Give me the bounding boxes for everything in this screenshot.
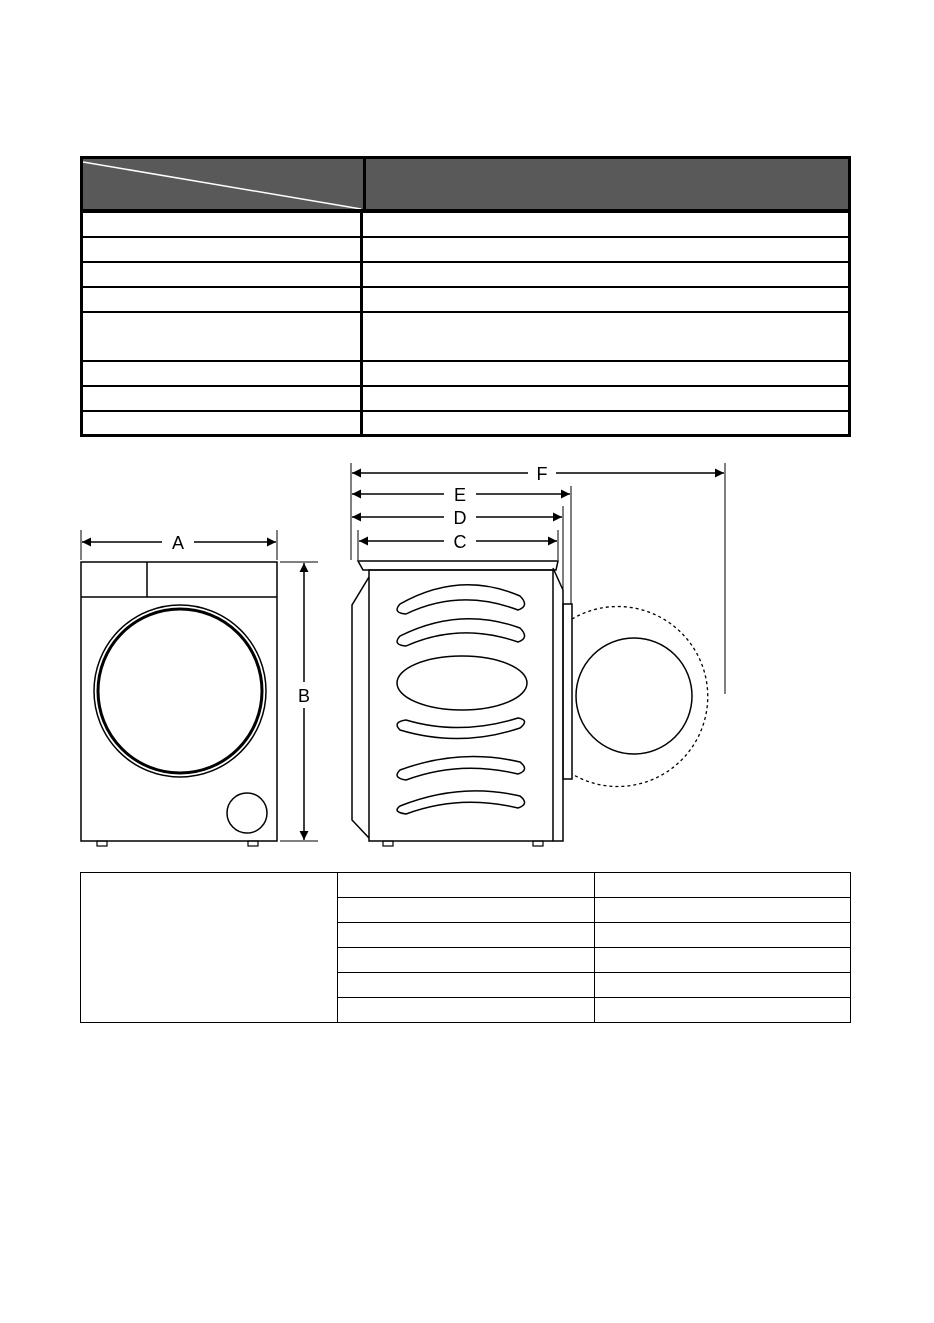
spec-header-left-cell <box>83 159 363 209</box>
spec-table-header <box>83 159 848 211</box>
dimension-label-e: E <box>453 485 467 505</box>
specification-table <box>80 156 851 437</box>
spec-row-value <box>363 288 848 311</box>
dimension-value <box>595 948 850 972</box>
dimension-value <box>595 998 850 1022</box>
spec-row <box>83 236 848 261</box>
dimension-row <box>338 922 850 947</box>
spec-row-value <box>363 387 848 410</box>
spec-row-label <box>83 387 363 410</box>
dimension-row <box>338 997 850 1022</box>
dimension-row <box>338 873 850 897</box>
dimension-label-d: D <box>453 508 467 528</box>
spec-row-label <box>83 362 363 385</box>
dimension-f <box>351 463 725 694</box>
spec-row-label <box>83 412 363 434</box>
dimension-label-f: F <box>536 464 548 484</box>
spec-row-label <box>83 288 363 311</box>
diagonal-split-line <box>83 159 363 209</box>
spec-row <box>83 311 848 360</box>
spec-row-label <box>83 263 363 286</box>
spec-row <box>83 360 848 385</box>
spec-row <box>83 261 848 286</box>
dimension-b <box>280 562 318 841</box>
dimension-row <box>338 897 850 922</box>
spec-row-value <box>363 412 848 434</box>
spec-row <box>83 286 848 311</box>
dimension-value <box>595 898 850 922</box>
dimension-e <box>352 485 571 604</box>
dimension-table-grid <box>338 873 850 1022</box>
dimension-table-merged-cell <box>81 873 338 1022</box>
dimension-label-a: A <box>171 533 185 553</box>
front-view-appliance <box>81 562 277 846</box>
spec-row-value <box>363 362 848 385</box>
spec-row-label <box>83 313 363 360</box>
dimension-c <box>358 530 558 560</box>
spec-row <box>83 410 848 434</box>
dimension-value <box>595 873 850 897</box>
dimension-name <box>338 873 595 897</box>
spec-row-value <box>363 213 848 236</box>
dimension-a <box>81 530 277 560</box>
spec-row-value <box>363 263 848 286</box>
dimension-value <box>595 923 850 947</box>
dimension-name <box>338 898 595 922</box>
open-door-outline <box>572 607 708 787</box>
dimension-value <box>595 973 850 997</box>
dimension-row <box>338 947 850 972</box>
spec-row-label <box>83 238 363 261</box>
dimension-name <box>338 923 595 947</box>
spec-row <box>83 385 848 410</box>
dimension-name <box>338 973 595 997</box>
spec-row-value <box>363 238 848 261</box>
dimension-name <box>338 998 595 1022</box>
dimension-row <box>338 972 850 997</box>
dimension-name <box>338 948 595 972</box>
side-view-appliance <box>352 561 572 846</box>
dimension-table <box>80 872 851 1023</box>
dimension-label-c: C <box>453 532 467 552</box>
spec-row-label <box>83 213 363 236</box>
spec-row <box>83 211 848 236</box>
spec-header-right-cell <box>366 159 848 209</box>
dimension-d <box>352 506 563 590</box>
dimension-label-b: B <box>297 686 311 706</box>
spec-row-value <box>363 313 848 360</box>
